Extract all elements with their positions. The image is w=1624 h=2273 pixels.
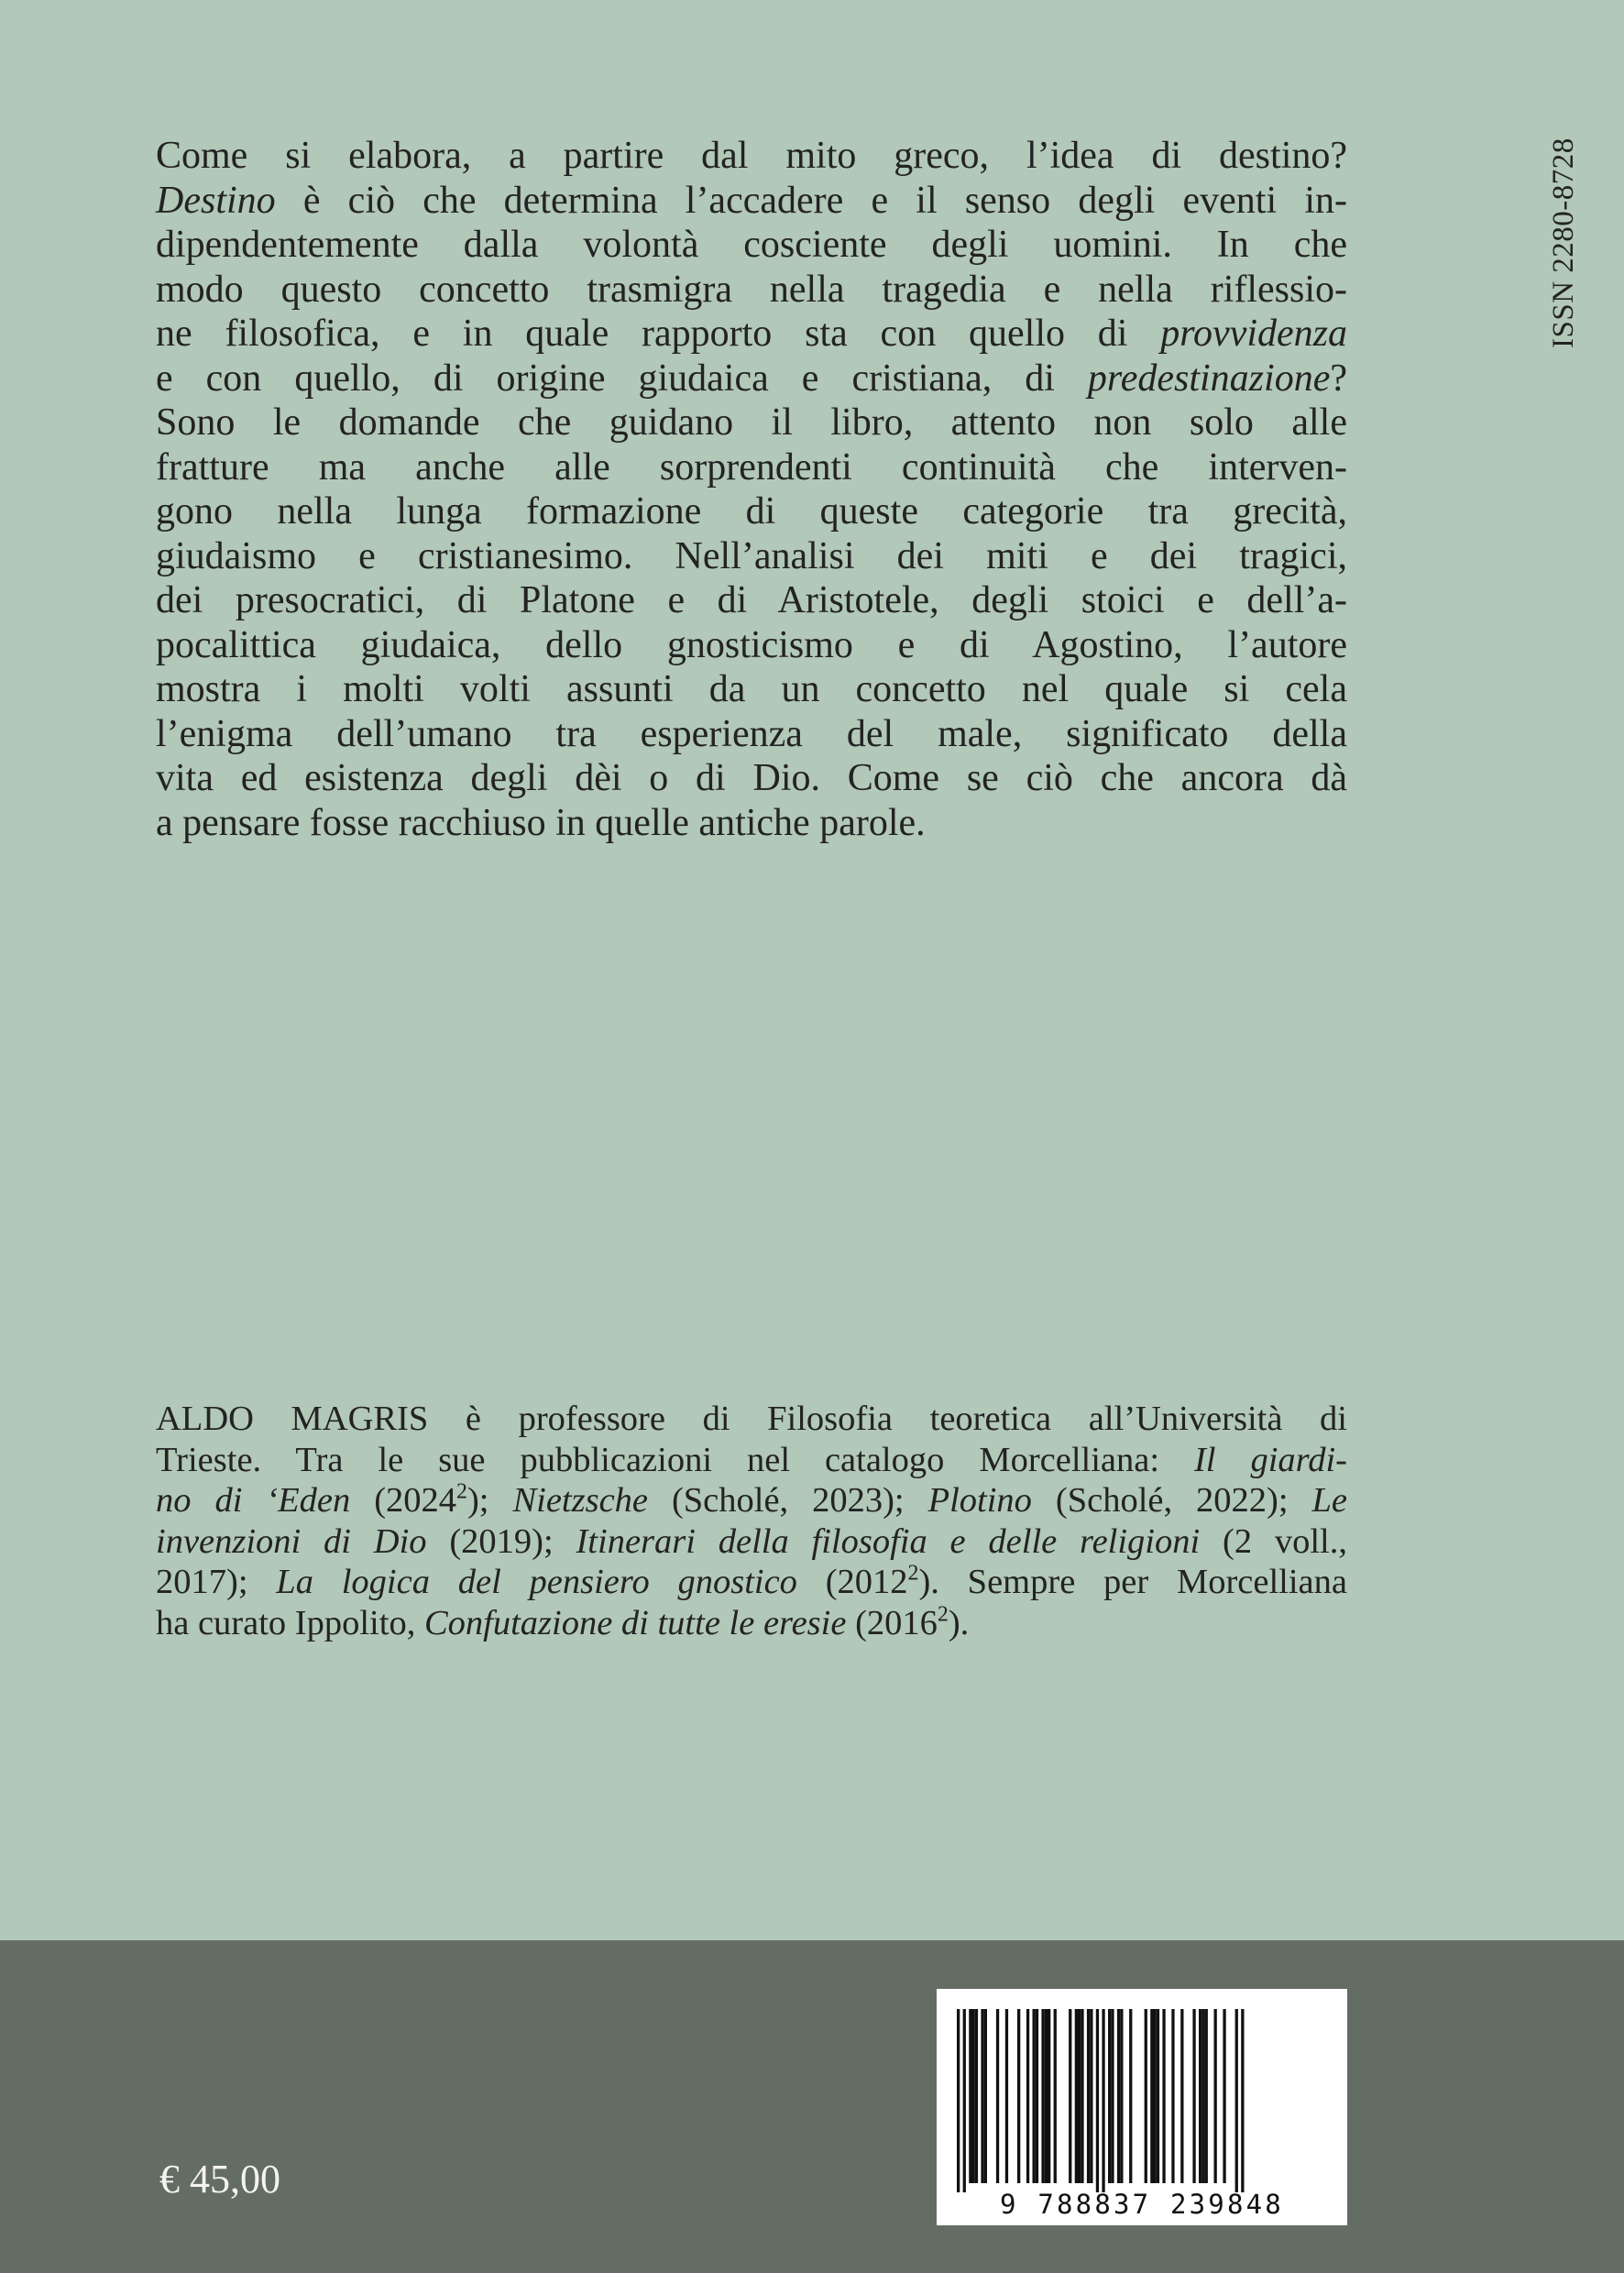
barcode-bar	[1111, 2009, 1114, 2183]
text-line	[156, 445, 1347, 490]
italic-text: Itinerari della filosofia e delle religioni	[576, 1521, 1201, 1561]
text-run: giudaismo e cristianesimo. Nell’analisi dei miti e dei tragici,	[156, 534, 1347, 577]
text-run: modo questo concetto trasmigra nella tragedia e nella riflessio-	[156, 268, 1347, 311]
barcode-bar	[1117, 2009, 1120, 2183]
barcode-bar	[1033, 2009, 1036, 2183]
barcode-bar	[1054, 2009, 1057, 2183]
text-run: e con quello, di origine giudaica e cristiana, di	[156, 357, 1088, 400]
barcode-bar	[1157, 2009, 1159, 2183]
text-run: ).	[948, 1603, 970, 1642]
barcode-bar	[1180, 2009, 1183, 2183]
text-line	[156, 623, 1347, 668]
text-line	[156, 268, 1347, 313]
italic-text: no di ‘Eden	[156, 1481, 351, 1520]
text-run: ?	[1330, 357, 1347, 400]
barcode-bar	[1096, 2009, 1099, 2192]
text-run: (Scholé, 2022);	[1031, 1481, 1312, 1520]
text-run: (Scholé, 2023);	[648, 1481, 928, 1520]
text-line	[156, 534, 1347, 579]
barcode-bar	[1069, 2009, 1071, 2183]
barcode-bar	[1081, 2009, 1083, 2183]
italic-text: Confutazione di tutte le eresie	[423, 1603, 847, 1642]
price-label: € 45,00	[159, 2157, 280, 2202]
barcode-bar	[1235, 2009, 1238, 2192]
text-run: ne filosofica, e in quale rapporto sta con quello di	[156, 313, 1161, 355]
superscript: 2	[907, 1561, 919, 1586]
text-line	[156, 1603, 1347, 1644]
text-run: fratture ma anche alle sorprendenti continuità che interven-	[156, 445, 1347, 489]
italic-text: predestinazione	[1087, 357, 1331, 400]
isbn-barcode	[937, 1989, 1347, 2225]
text-run: a pensare fosse racchiuso in quelle antiche parole.	[156, 801, 926, 844]
barcode-bar	[1041, 2009, 1044, 2183]
barcode-bar	[1150, 2009, 1153, 2183]
barcode-bar	[1026, 2009, 1029, 2183]
text-run: Sono le domande che guidano il libro, attento non solo alle	[156, 401, 1347, 444]
text-run: (2 voll.,	[1200, 1521, 1348, 1561]
text-line	[156, 667, 1347, 712]
barcode-bar	[975, 2009, 978, 2183]
text-line	[156, 401, 1347, 445]
barcode-bar	[1017, 2009, 1020, 2183]
italic-text: Destino	[156, 179, 276, 222]
text-run: ALDO MAGRIS è professore di Filosofia teoretica all’Università di	[156, 1400, 1347, 1438]
barcode-bar	[984, 2009, 987, 2183]
text-line	[156, 357, 1347, 401]
book-description	[156, 134, 1347, 845]
text-line	[156, 712, 1347, 757]
text-line	[156, 134, 1347, 179]
barcode-bar	[1192, 2009, 1195, 2183]
text-line	[156, 1399, 1347, 1440]
text-run: );	[466, 1481, 513, 1520]
barcode-bar	[1102, 2009, 1104, 2192]
barcode-bar	[972, 2009, 975, 2183]
italic-text: La logica del pensiero gnostico	[276, 1563, 797, 1601]
text-line	[156, 578, 1347, 623]
italic-text: Il giardi-	[1193, 1440, 1347, 1479]
text-line	[156, 223, 1347, 268]
barcode-bar	[1223, 2009, 1225, 2183]
text-run: è ciò che determina l’accadere e il senso degli eventi in-	[275, 179, 1347, 222]
italic-text: invenzioni di Dio	[156, 1521, 427, 1561]
italic-text: Plotino	[927, 1481, 1032, 1520]
barcode-bar	[969, 2009, 971, 2183]
barcode-bar	[1241, 2009, 1244, 2192]
text-run: (2012	[796, 1563, 908, 1601]
superscript: 2	[456, 1479, 467, 1504]
barcode-bar	[1087, 2009, 1090, 2183]
barcode-bar	[1162, 2009, 1165, 2183]
text-line	[156, 1562, 1347, 1603]
text-line	[156, 756, 1347, 801]
italic-text: Le	[1311, 1481, 1348, 1520]
barcode-bar	[1090, 2009, 1092, 2183]
text-line	[156, 801, 1347, 846]
text-run: l’enigma dell’umano tra esperienza del male, significato della	[156, 712, 1347, 755]
text-run: pocalittica giudaica, dello gnosticismo e di Agostino, l’autore	[156, 623, 1347, 666]
barcode-bar	[1205, 2009, 1208, 2183]
barcode-bar	[1075, 2009, 1078, 2183]
superscript: 2	[937, 1602, 949, 1627]
barcode-bar	[963, 2009, 966, 2192]
italic-text: provvidenza	[1160, 313, 1347, 355]
bottom-band	[0, 1940, 1624, 2273]
barcode-bar	[1045, 2009, 1048, 2183]
barcode-bar	[1214, 2009, 1217, 2183]
text-run: vita ed esistenza degli dèi o di Dio. Come se ciò che ancora dà	[156, 757, 1347, 799]
text-run: Come si elabora, a partire dal mito greco, l’idea di destino?	[156, 135, 1347, 177]
barcode-digits: 9 788837 239848	[1000, 2189, 1284, 2220]
text-run: gono nella lunga formazione di queste categorie tra grecità,	[156, 490, 1347, 533]
barcode-bar	[1199, 2009, 1202, 2183]
text-run: 2017);	[156, 1563, 277, 1601]
text-line	[156, 179, 1347, 224]
text-run: (2016	[846, 1603, 938, 1642]
barcode-bar	[1120, 2009, 1123, 2183]
italic-text: Nietzsche	[512, 1481, 648, 1520]
barcode-bar	[996, 2009, 999, 2183]
barcode-bar	[1129, 2009, 1132, 2183]
barcode-bar	[1036, 2009, 1038, 2183]
barcode-bar	[1108, 2009, 1111, 2183]
text-run: dipendentemente dalla volontà cosciente degli uomini. In che	[156, 224, 1347, 266]
barcode-bar	[1078, 2009, 1081, 2183]
author-bio	[156, 1399, 1347, 1643]
text-run: ). Sempre per Morcelliana	[918, 1563, 1347, 1601]
barcode-bar	[1202, 2009, 1204, 2183]
barcode-bar	[957, 2009, 960, 2192]
barcode-bar	[1171, 2009, 1174, 2183]
text-line	[156, 1440, 1347, 1481]
text-run: (2019);	[426, 1521, 576, 1561]
text-run: (2024	[350, 1481, 457, 1520]
text-line	[156, 1480, 1347, 1521]
text-run: ha curato Ippolito,	[156, 1603, 424, 1642]
barcode-bar	[1145, 2009, 1147, 2183]
text-line	[156, 489, 1347, 534]
barcode-bar	[1154, 2009, 1157, 2183]
issn-label: ISSN 2280-8728	[1547, 137, 1580, 348]
barcode-bar	[1048, 2009, 1050, 2183]
text-run: Trieste. Tra le sue pubblicazioni nel catalogo Morcelliana:	[156, 1440, 1194, 1479]
text-line	[156, 312, 1347, 357]
barcode-bar	[981, 2009, 983, 2183]
text-run: mostra i molti volti assunti da un concetto nel quale si cela	[156, 668, 1347, 710]
barcode-bar	[1005, 2009, 1008, 2183]
text-line	[156, 1521, 1347, 1563]
text-run: dei presocratici, di Platone e di Aristotele, degli stoici e dell’a-	[156, 579, 1347, 621]
